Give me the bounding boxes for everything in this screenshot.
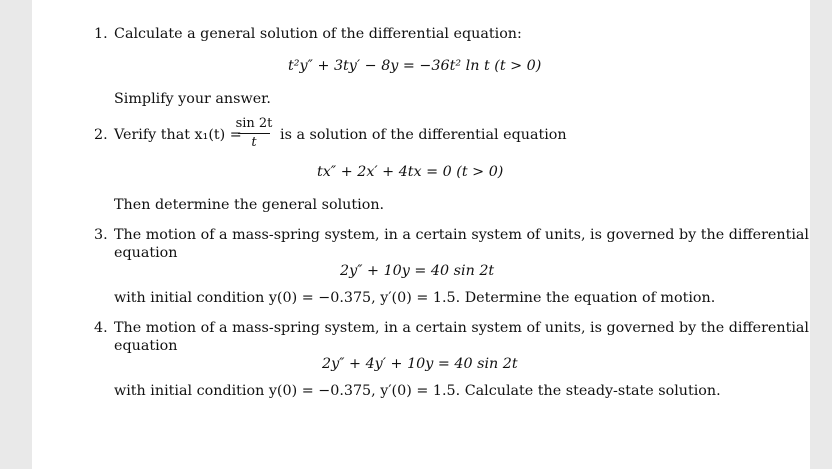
- problem-1-equation: t²y″ + 3ty′ − 8y = −36t² ln t (t > 0): [288, 58, 542, 74]
- problem-4-equation: 2y″ + 4y′ + 10y = 40 sin 2t: [322, 356, 518, 372]
- problem-2-pre: Verify that x₁(t) =: [114, 127, 242, 143]
- document-page: [32, 0, 810, 469]
- problem-2-after: Then determine the general solution.: [114, 197, 385, 213]
- problem-2-equation: tx″ + 2x′ + 4tx = 0 (t > 0): [317, 164, 504, 180]
- problem-2-post: is a solution of the differential equation: [280, 127, 567, 143]
- problem-3-line1: The motion of a mass-spring system, in a certain system of units, is governed by the differential: [114, 227, 809, 243]
- problem-2-number: 2.: [94, 127, 108, 143]
- problem-4-after: with initial condition y(0) = −0.375, y′(0) = 1.5. Calculate the steady-state solution.: [114, 383, 721, 399]
- problem-3-after: with initial condition y(0) = −0.375, y′(0) = 1.5. Determine the equation of motion.: [114, 290, 716, 306]
- problem-4-line2: equation: [114, 338, 178, 354]
- fraction-numerator: sin 2t: [235, 116, 273, 131]
- problem-4-line1: The motion of a mass-spring system, in a certain system of units, is governed by the differential: [114, 320, 809, 336]
- problem-4-number: 4.: [94, 320, 108, 336]
- problem-3-line2: equation: [114, 245, 178, 261]
- fraction-bar: [238, 133, 270, 134]
- problem-1-text: Calculate a general solution of the differential equation:: [114, 26, 522, 42]
- problem-1-number: 1.: [94, 26, 108, 42]
- problem-2-fraction: [234, 117, 274, 150]
- problem-1-after: Simplify your answer.: [114, 91, 271, 107]
- fraction-denominator: t: [251, 135, 257, 150]
- problem-3-equation: 2y″ + 10y = 40 sin 2t: [340, 263, 495, 279]
- problem-3-number: 3.: [94, 227, 108, 243]
